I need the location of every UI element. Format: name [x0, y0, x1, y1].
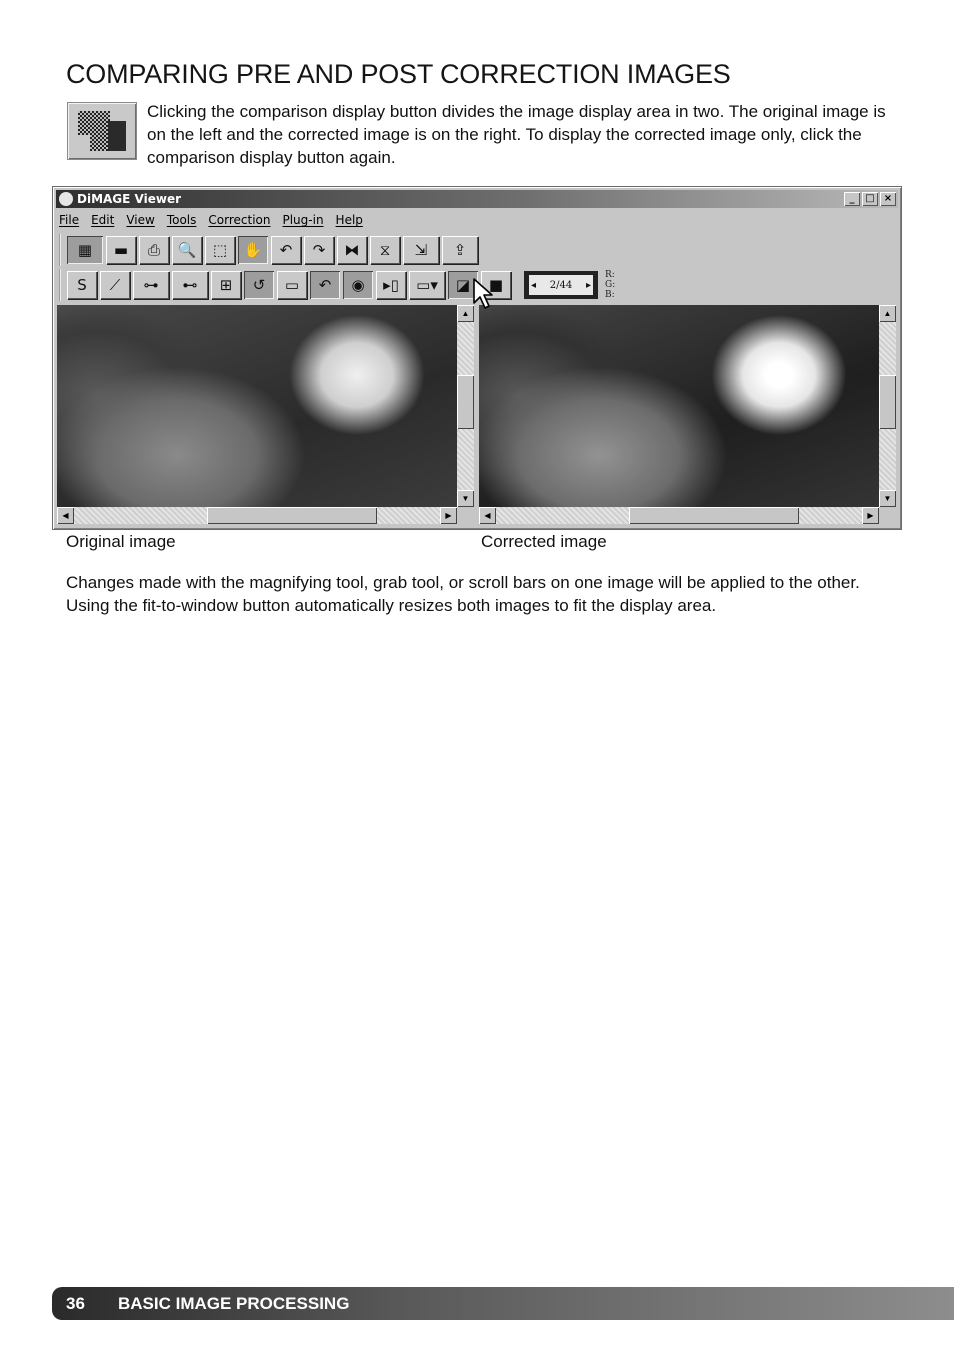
camera-icon: ◉: [351, 276, 365, 294]
select-icon: ⬚: [212, 241, 228, 259]
undo-icon: ↺: [252, 276, 266, 294]
thumbnail-icon: ▦: [77, 241, 93, 259]
rotate-left-icon: ↶: [279, 241, 293, 259]
print-button[interactable]: [139, 236, 169, 264]
menu-correction[interactable]: Correction: [208, 213, 271, 227]
scroll-thumb[interactable]: [457, 375, 474, 429]
export-icon: ⇲: [414, 241, 428, 259]
scroll-right-icon[interactable]: ▶: [862, 507, 879, 524]
color-balance-icon: S: [77, 276, 87, 294]
magnify-icon: 🔍: [177, 241, 197, 259]
frame-counter: 2/44: [549, 279, 573, 291]
hue-saturation-button[interactable]: [172, 271, 208, 299]
save-all-icon: ⇪: [453, 241, 467, 259]
scroll-right-icon[interactable]: ▶: [440, 507, 457, 524]
corrected-image[interactable]: [479, 305, 879, 507]
frame-navigator: [524, 271, 598, 299]
page-footer: [52, 1287, 954, 1320]
undo-button[interactable]: [244, 271, 274, 299]
correction-toolbar: [59, 269, 615, 301]
intro-paragraph: Clicking the comparison display button divides the image display area in two. The original image is on the left and the corrected image is on the right. To display the corrected image only, click the comparison display button again.: [147, 102, 886, 167]
rotate-right-icon: ↷: [312, 241, 326, 259]
hue-saturation-icon: ⊷: [182, 276, 198, 294]
vertical-scrollbar[interactable]: [457, 305, 474, 507]
corrected-image-pane: [479, 305, 899, 525]
scroll-down-icon[interactable]: ▼: [457, 490, 474, 507]
flip-horizontal-button[interactable]: [337, 236, 367, 264]
next-frame-icon[interactable]: ▸: [585, 279, 591, 291]
close-button[interactable]: ×: [880, 192, 896, 206]
menu-help[interactable]: Help: [335, 213, 363, 227]
scroll-thumb[interactable]: [629, 507, 799, 524]
comparison-display-icon: [67, 102, 137, 160]
dropdown-icon: ▭▾: [416, 276, 438, 294]
page-title: COMPARING PRE AND POST CORRECTION IMAGES: [66, 59, 731, 89]
brightness-button[interactable]: [133, 271, 169, 299]
brightness-icon: ⊶: [143, 276, 159, 294]
corrected-display-icon: ■: [488, 276, 504, 294]
reset-icon: ↶: [318, 276, 332, 294]
job-button[interactable]: [376, 271, 406, 299]
variation-icon: ⊞: [219, 276, 233, 294]
maximize-button[interactable]: □: [862, 192, 878, 206]
r-label: R:: [605, 270, 615, 280]
menu-plug-in[interactable]: Plug-in: [282, 213, 324, 227]
scroll-up-icon[interactable]: ▲: [457, 305, 474, 322]
rgb-readout: [605, 270, 615, 300]
scroll-left-icon[interactable]: ◀: [57, 507, 74, 524]
flip-vertical-icon: ⧖: [379, 241, 391, 259]
app-icon: [59, 192, 73, 206]
window-titlebar[interactable]: [56, 190, 898, 208]
save-icon: ▬: [113, 241, 129, 259]
scroll-thumb[interactable]: [879, 375, 896, 429]
b-label: B:: [605, 290, 615, 300]
magnify-button[interactable]: [172, 236, 202, 264]
comparison-icon: ◪: [455, 276, 471, 294]
page-number: 36: [66, 1294, 85, 1313]
rotate-left-button[interactable]: [271, 236, 301, 264]
redo-icon: ▭: [284, 276, 300, 294]
rotate-right-button[interactable]: [304, 236, 334, 264]
tone-curve-icon: ⟋: [109, 276, 121, 294]
menu-bar: [59, 211, 363, 229]
main-toolbar: [59, 234, 478, 266]
thumbnail-button[interactable]: [67, 236, 103, 264]
body-paragraph: Changes made with the magnifying tool, grab tool, or scroll bars on one image will be applied to the other. Using the fit-to-window button automatically resizes both images to fit the display area.: [66, 573, 860, 615]
print-icon: ⎙: [147, 241, 160, 259]
horizontal-scrollbar[interactable]: [479, 507, 879, 524]
job-dropdown-button[interactable]: [409, 271, 445, 299]
grab-button[interactable]: [238, 236, 268, 264]
job-icon: ▸▯: [383, 276, 399, 294]
section-title: BASIC IMAGE PROCESSING: [118, 1294, 350, 1313]
snapshot-button[interactable]: [343, 271, 373, 299]
tone-curve-button[interactable]: [100, 271, 130, 299]
reset-button[interactable]: [310, 271, 340, 299]
flip-vertical-button[interactable]: [370, 236, 400, 264]
original-image-caption: Original image: [66, 532, 176, 551]
corrected-image-caption: Corrected image: [481, 532, 607, 551]
scroll-thumb[interactable]: [207, 507, 377, 524]
variation-button[interactable]: [211, 271, 241, 299]
dimage-viewer-window: [52, 186, 902, 530]
minimize-button[interactable]: _: [844, 192, 860, 206]
color-balance-button[interactable]: [67, 271, 97, 299]
vertical-scrollbar[interactable]: [879, 305, 896, 507]
window-title: DiMAGE Viewer: [77, 192, 181, 206]
grab-icon: ✋: [243, 241, 263, 259]
scroll-left-icon[interactable]: ◀: [479, 507, 496, 524]
menu-view[interactable]: View: [126, 213, 155, 227]
original-image-pane: [57, 305, 477, 525]
menu-tools[interactable]: Tools: [166, 213, 197, 227]
original-image[interactable]: [57, 305, 457, 507]
mouse-pointer-icon: [472, 277, 498, 311]
save-button[interactable]: [106, 236, 136, 264]
scroll-up-icon[interactable]: ▲: [879, 305, 896, 322]
select-button[interactable]: [205, 236, 235, 264]
export-button[interactable]: [403, 236, 439, 264]
horizontal-scrollbar[interactable]: [57, 507, 457, 524]
menu-file[interactable]: File: [59, 213, 80, 227]
g-label: G:: [605, 280, 616, 290]
prev-frame-icon[interactable]: ◂: [531, 279, 537, 291]
save-all-button[interactable]: [442, 236, 478, 264]
scroll-down-icon[interactable]: ▼: [879, 490, 896, 507]
flip-horizontal-icon: ⧓: [344, 241, 360, 259]
menu-edit[interactable]: Edit: [91, 213, 115, 227]
redo-button[interactable]: [277, 271, 307, 299]
